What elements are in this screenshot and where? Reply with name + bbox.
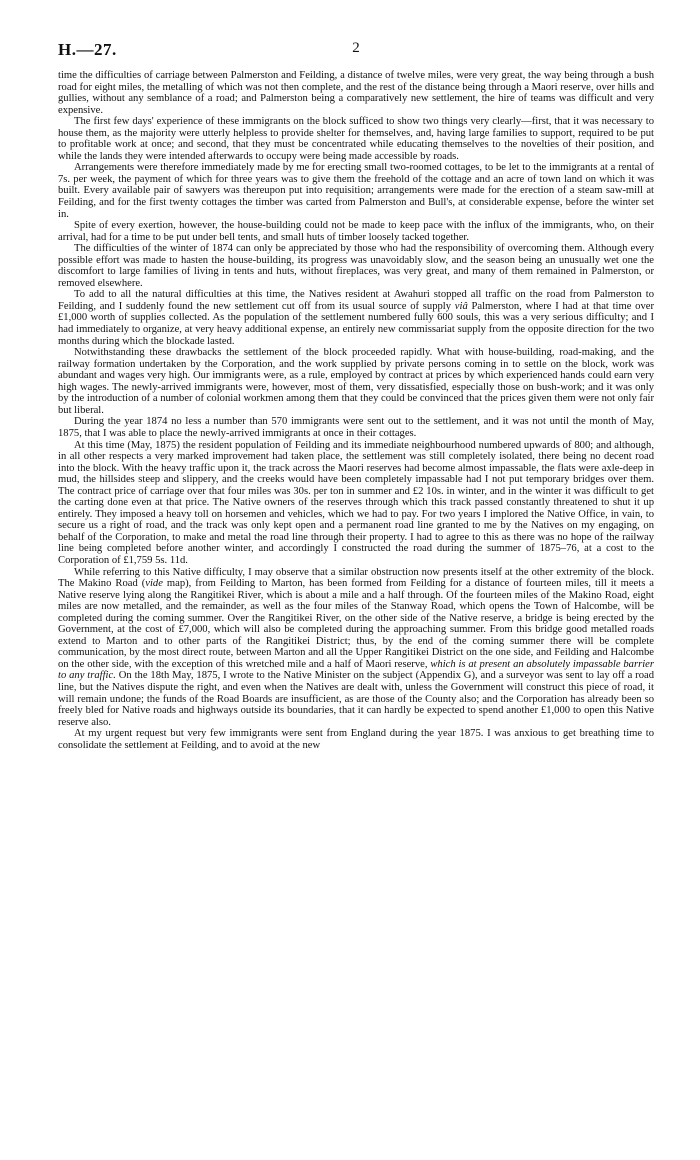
page-number: 2 <box>352 40 360 56</box>
italic-term: viâ <box>454 300 468 312</box>
paragraph: At this time (May, 1875) the resident population of Feilding and its immediate neighbourhood numbered upwards of 800; and although, in all other respects a very marked improvement had taken place, the settlement was still completely isolated, there being no decent road into the block. With the heavy traffic upon it, the track across the Maori reserves had become almost impassable, the flats were axle-deep in mud, the hillsides steep and slippery, and the creeks would have been completely impassable had I not put temporary bridges over them. The contract price of carriage over that four miles was 30s. per ton in summer and £2 10s. in winter, and in the winter it was difficult to get the carting done even at that price. The Native owners of the reserves through which this track passed constantly threatened to shut it up entirely. They imposed a heavy toll on horsemen and vehicles, which we had to pay. For two years I implored the Native Office, in vain, to secure us a right of road, and the track was only kept open and a permanent road line granted to me by the Natives on my engaging, on behalf of the Corporation, to make and metal the road line through their property. I had to agree to this as there was no hope of the railway line being completed before another winter, and accordingly I constructed the road during the summer of 1875–76, at a cost to the Corporation of £1,759 5s. 11d. <box>58 439 654 566</box>
paragraph: During the year 1874 no less a number than 570 immigrants were sent out to the settlement, and it was not until the month of May, 1875, that I was able to place the newly-arrived immigrants at once in their cottages. <box>58 416 654 439</box>
paragraph: While referring to this Native difficulty, I may observe that a similar obstruction now presents itself at the other extremity of the block. The Makino Road (vide map), from Feilding to Marton, has been formed from Feilding for a distance of fourteen miles, till it meets a Native reserve lying along the Rangitikei River, which is about a mile and a half through. Of the fourteen miles of the Makino Road, eight miles are now metalled, and the remainder, as well as the four miles of the Stanway Road, which opens the Town of Halcombe, will be completed during the coming summer. Over the Rangitikei River, on the other side of the Native reserve, a bridge is being erected by the Government, at the cost of £7,000, which will also be completed during the approaching summer. From this bridge good metalled roads extend to Marton and to other parts of the Rangitikei District; thus, by the end of the coming summer there will be complete communication, by the most direct route, between Marton and all the Upper Rangitikei District on the one side, and Feilding and Halcombe on the other side, with the exception of this wretched mile and a half of Maori reserve, which is at present an absolutely impassable barrier to any traffic. On the 18th May, 1875, I wrote to the Native Minister on the subject (Appendix G), and a surveyor was sent to lay off a road line, but the Natives dispute the right, and even when the Natives are dealt with, unless the Government will construct this piece of road, it will remain undone; the funds of the Road Boards are insufficient, as are those of the County also; and the Corporation has already been so freely bled for Native roads and highways outside its boundaries, that it can hardly be expected to spend another £1,000 to open this Native reserve also. <box>58 566 654 728</box>
paragraph: At my urgent request but very few immigrants were sent from England during the year 1875. I was anxious to get breathing time to consolidate the settlement at Feilding, and to avoid at the new <box>58 728 654 751</box>
body-text <box>58 70 654 751</box>
paragraph: The first few days' experience of these immigrants on the block sufficed to show two things very clearly—first, that it was necessary to house them, as the majority were utterly helpless to provide shelter for themselves, and, having large families to support, required to be put to profitable work at once; and second, that they must be concentrated while educating themselves to the novelties of their position, and while the lands they were intended afterwards to occupy were being made accessible by roads. <box>58 116 654 162</box>
paragraph: time the difficulties of carriage between Palmerston and Feilding, a distance of twelve miles, were very great, the way being through a bush road for eight miles, the metalling of which was not then complete, and the rest of the distance being through a Maori reserve, over hills and gullies, without any semblance of a road; and Palmerston being a comparatively new settlement, the hire of teams was difficult and very expensive. <box>58 70 654 116</box>
italic-phrase: which is at present an absolutely impassable barrier to any traffic. <box>58 658 654 682</box>
paragraph: Spite of every exertion, however, the house-building could not be made to keep pace with the influx of the immigrants, who, on their arrival, had for a time to be put under bell tents, and small huts of timber loosely tacked together. <box>58 220 654 243</box>
paragraph: Arrangements were therefore immediately made by me for erecting small two-roomed cottages, to be let to the immigrants at a rental of 7s. per week, the payment of which for three years was to give them the freehold of the cottage and an acre of town land on which it was built. Every available pair of sawyers was thereupon put into requisition; arrangements were made for the erection of a steam saw-mill at Feilding, and for the first twenty cottages the timber was carted from Palmerston and Bull's, at considerable expense, before the winter set in. <box>58 162 654 220</box>
page-header <box>58 40 654 70</box>
paragraph: The difficulties of the winter of 1874 can only be appreciated by those who had the responsibility of overcoming them. Although every possible effort was made to hasten the house-building, its progress was unavoidably slow, and the season being an unusually wet one the discomfort to large families of living in tents and huts, without fireplaces, was very great, and many of them remained in Palmerston, or removed elsewhere. <box>58 243 654 289</box>
paragraph: To add to all the natural difficulties at this time, the Natives resident at Awahuri stopped all traffic on the road from Palmerston to Feilding, and I suddenly found the new settlement cut off from its usual source of supply viâ Palmerston, where I had at that time over £1,000 worth of supplies collected. As the population of the settlement numbered fully 600 souls, this was a very serious difficulty; and I had immediately to organize, at very heavy additional expense, an entirely new commissariat supply from the opposite direction for the two months during which the blockade lasted. <box>58 289 655 347</box>
document-id: H.—27. <box>58 40 117 59</box>
italic-term: vide <box>145 578 163 590</box>
paragraph: Notwithstanding these drawbacks the settlement of the block proceeded rapidly. What with house-building, road-making, and the railway formation undertaken by the Corporation, and the work supplied by private persons coming in to settle on the block, work was abundant and wages very high. Our immigrants were, as a rule, employed by contract at prices by which experienced hands could earn very high wages. The newly-arrived immigrants were, however, most of them, very dissatisfied, especially those on bush-work; and it was only by the introduction of a number of colonial workmen among them that they could be convinced that the prices given them were not only fair but liberal. <box>58 347 654 416</box>
